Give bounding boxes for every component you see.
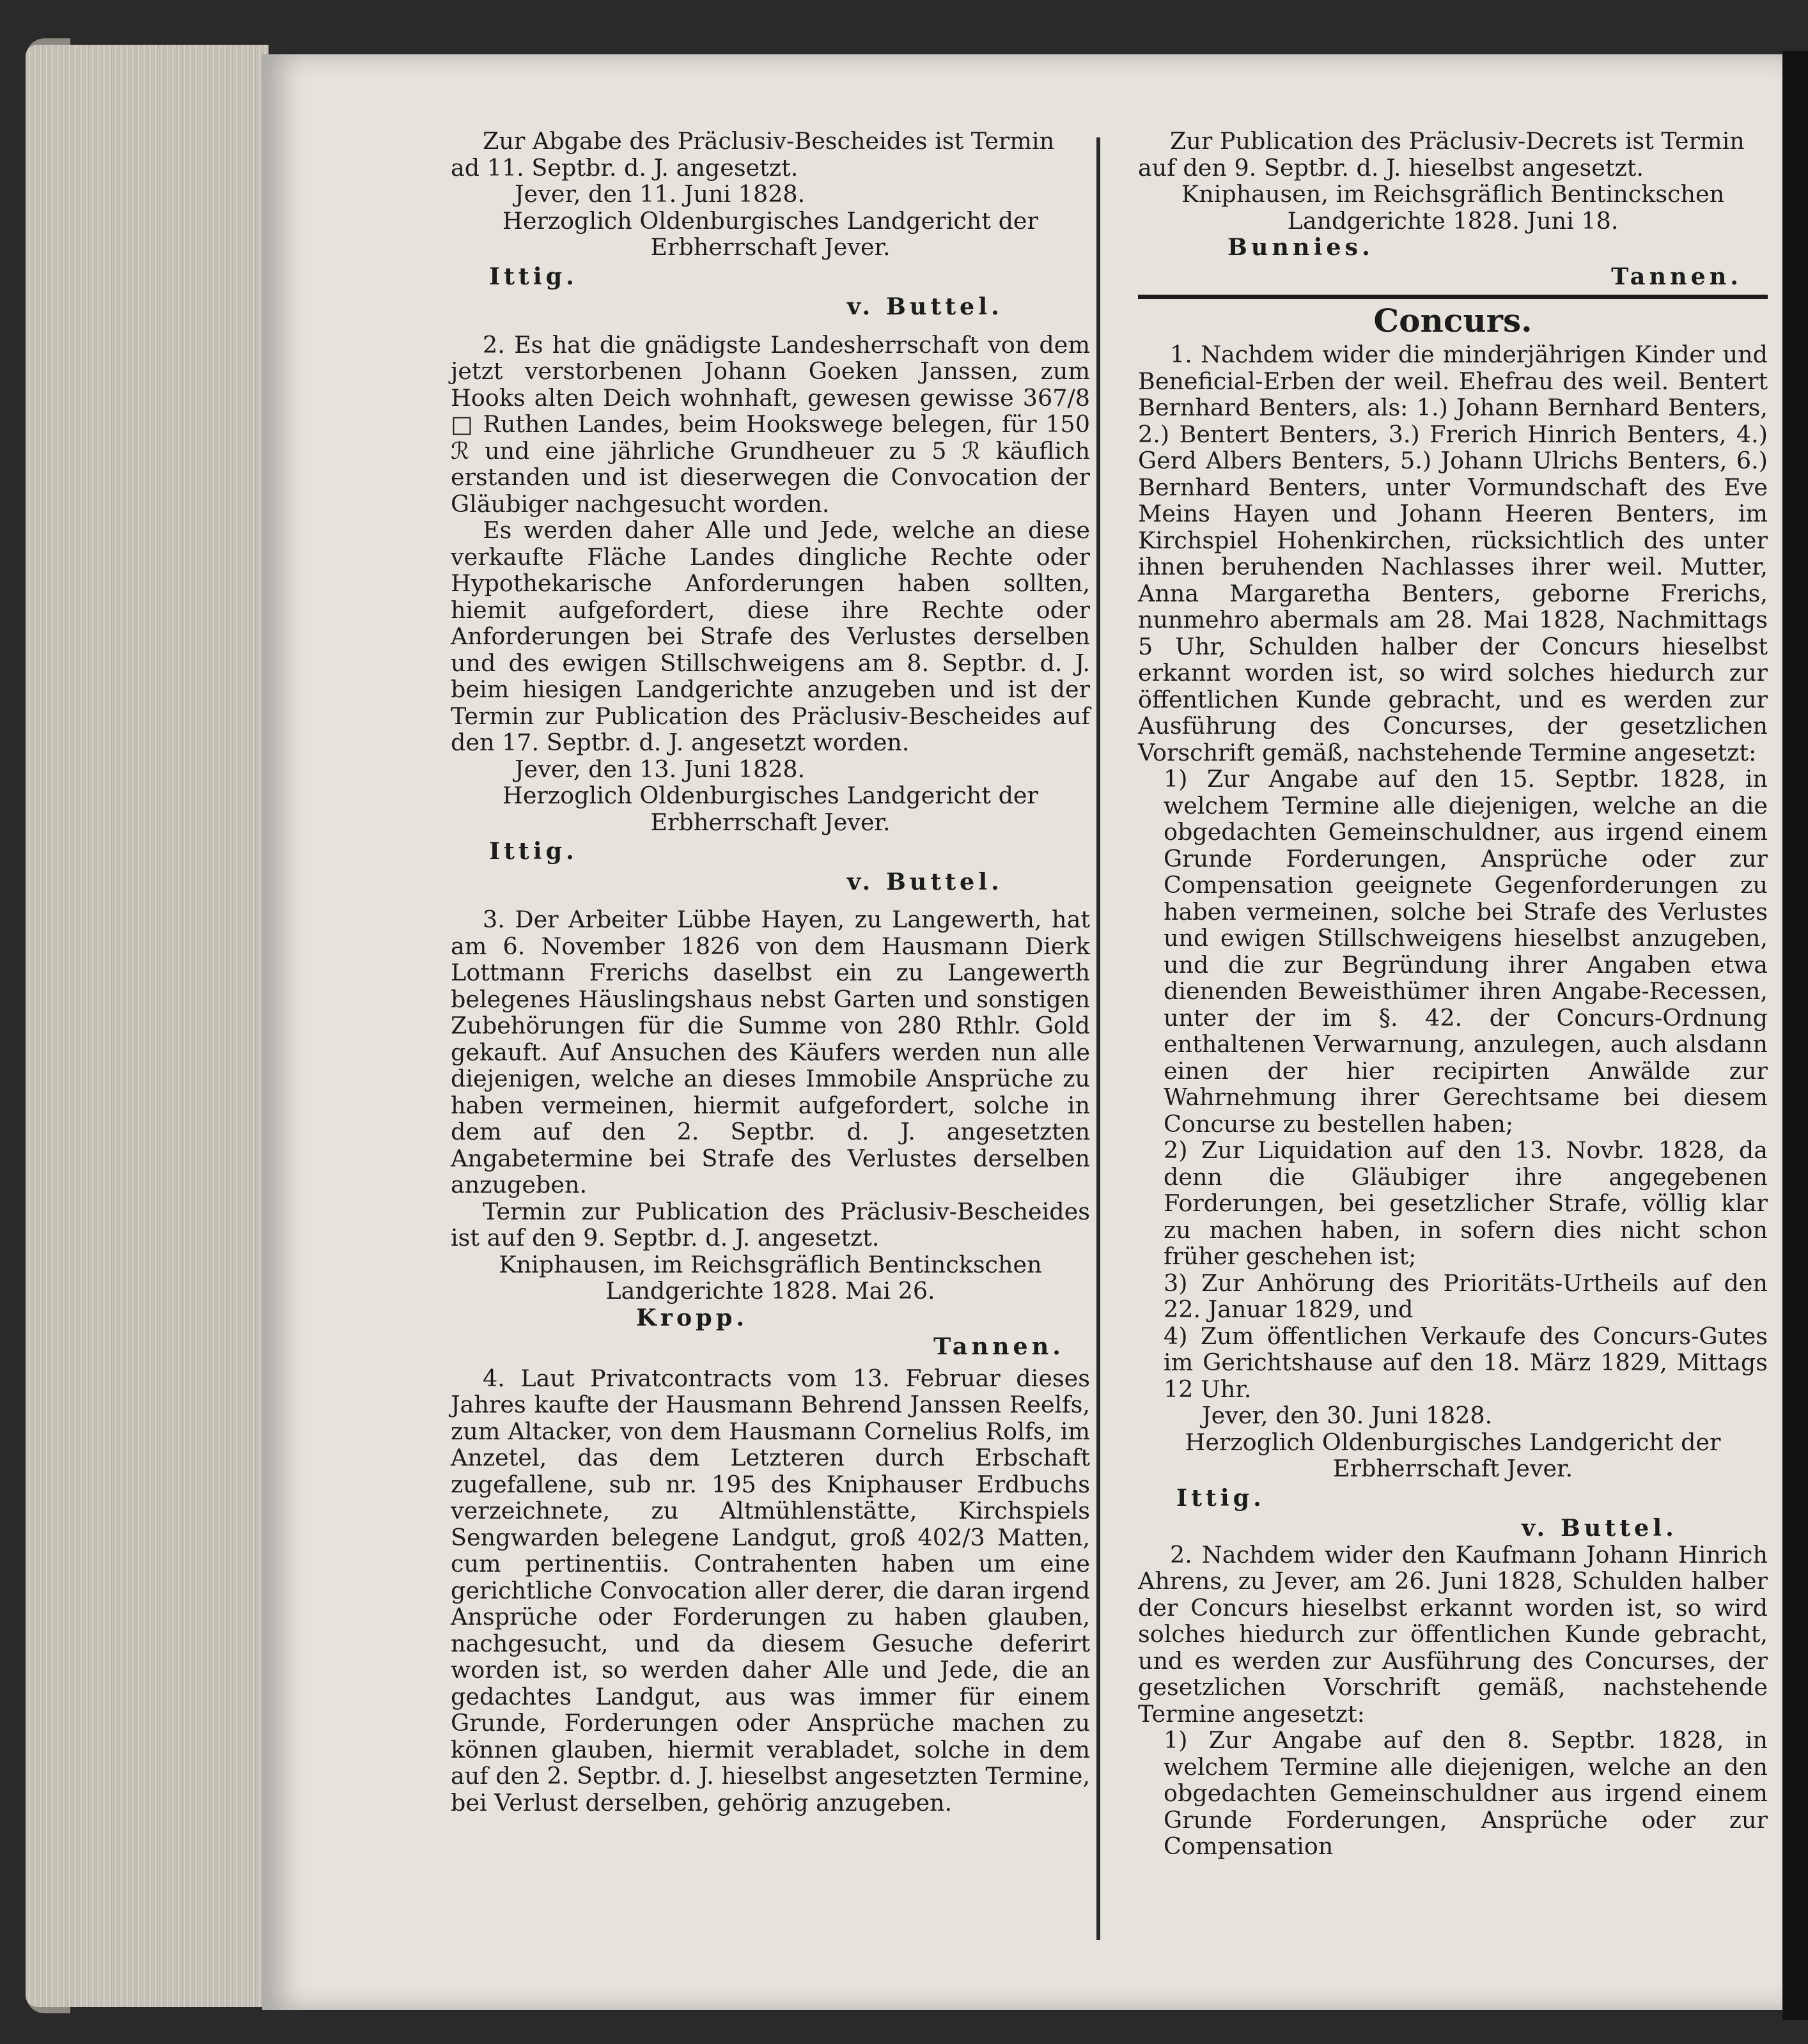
signature-tannen: Tannen. <box>1611 262 1742 290</box>
signature-row <box>451 263 1090 290</box>
left-intro-text: Zur Abgabe des Präclusiv-Bescheides ist Termin ad 11. Septbr. d. J. angesetzt. <box>451 127 1055 182</box>
court-name: Herzoglich Oldenburgisches Landgericht der Erbherrschaft Jever. <box>503 782 1038 836</box>
section-rule <box>1138 295 1768 299</box>
concurs-1-text: 1. Nachdem wider die minderjährigen Kinder und Beneficial-Erben der weil. Ehefrau des weil. Bentert Bernhard Benters, als: 1.) Johann Bernhard Benters, 2.) Bentert Benters, 3.) Frerich Hinrich Benters, 4.) Gerd Albers Benters, 5.) Johann Ulrichs Benters, 6.) Bernhard Benters, unter Vormundschaft des Eve Meins Hayen und Johann Heeren Benters, im Kirchspiel Hohenkirchen, rücksichtlich des unter ihnen beruhenden Nachlasses ihrer weil. Mutter, Anna Margaretha Benters, geborne Frerichs, nunmehro abermals am 28. Mai 1828, Nachmittags 5 Uhr, Schulden halber der Concurs hieselbst erkannt worden ist, so wird solches hiedurch zur öffentlichen Kunde gebracht, und es werden zur Ausführung des Concurses, der gesetzlichen Vorschrift gemäß, nachstehende Termine angesetzt: <box>1138 341 1768 766</box>
kniphausen-court: Kniphausen, im Reichsgräflich Bentinckschen Landgerichte 1828. Juni 18. <box>1181 180 1725 235</box>
entry-3-text: 3. Der Arbeiter Lübbe Hayen, zu Langewerth, hat am 6. November 1826 von dem Hausmann Dierk Lottmann Frerichs daselbst ein zu Langewerth belegenes Häuslingshaus nebst Garten und sonstigen Zubehörungen für die Summe von 280 Rthlr. Gold gekauft. Auf Ansuchen des Käufers werden nun alle diejenigen, welche an dieses Immobile Ansprüche zu haben vermeinen, hiermit aufgefordert, solche in dem auf den 2. Septbr. d. J. angesetzten Angabetermine bei Strafe des Verlustes derselben anzugeben. <box>451 906 1090 1198</box>
entry-3 <box>451 906 1090 1251</box>
book-page-edges <box>26 45 269 2007</box>
place-date: Jever, den 11. Juni 1828. <box>515 180 806 208</box>
entry-2-text: 2. Es hat die gnädigste Landesherrschaft von dem jetzt verstorbenen Johann Goeken Janssen, zum Hooks alten Deich wohnhaft, gewesen gewisse 367/8 □ Ruthen Landes, beim Hookswege belegen, für 150 ℛ und eine jährliche Grundheuer zu 5 ℛ käuflich erstanden und ist dieserwegen die Convocation der Gläubiger nachgesucht worden. <box>451 330 1090 518</box>
concurs-1-item: 3) Zur Anhörung des Prioritäts-Urtheils auf den 22. Januar 1829, und <box>1164 1269 1768 1323</box>
signature-buttel: v. Buttel. <box>847 867 1003 895</box>
signature-tannen: Tannen. <box>933 1333 1064 1360</box>
signature-ittig: Ittig. <box>489 262 578 290</box>
entry-4-text: 4. Laut Privatcontracts vom 13. Februar dieses Jahres kaufte der Hausmann Behrend Janssen Reelfs, zum Altacker, von dem Hausmann Cornelius Rolfs, im Anzetel, das dem Letzteren durch Erbschaft zugefallene, sub nr. 195 des Kniphauser Erdbuchs verzeichnete, zu Altmühlenstätte, Kirchspiels Sengwarden belegene Landgut, groß 402/3 Matten, cum pertinentiis. Contrahenten haben um eine gerichtliche Convocation aller derer, die daran irgend Ansprüche oder Forderungen zu haben glauben, nachgesucht, und da diesem Gesuche deferirt worden ist, so werden daher Alle und Jede, die an gedachtes Landgut, aus was immer für einem Grunde, Forderungen oder Ansprüche machen zu können glauben, hiermit verabladet, solche in dem auf den 2. Septbr. d. J. hieselbst angesetzten Termine, bei Verlust derselben, gehörig anzugeben. <box>451 1364 1090 1816</box>
left-column <box>451 128 1090 1816</box>
concurs-1-item: 2) Zur Liquidation auf den 13. Novbr. 1828, da denn die Gläubiger ihre angegebenen Forderungen, bei gesetzlicher Strafe, völlig klar zu machen haben, in sofern dies nicht schon früher geschehen ist; <box>1164 1136 1768 1270</box>
signature-bunnies: Bunnies. <box>1227 233 1374 261</box>
place-date: Jever, den 13. Juni 1828. <box>515 755 806 783</box>
newspaper-page <box>262 54 1784 2010</box>
entry-3-text-b: Termin zur Publication des Präclusiv-Bescheides ist auf den 9. Septbr. d. J. angesetzt. <box>451 1197 1090 1251</box>
right-intro-text: Zur Publication des Präclusiv-Decrets ist Termin auf den 9. Septbr. d. J. hieselbst angesetzt. <box>1138 127 1745 182</box>
entry-2 <box>451 332 1090 756</box>
right-column <box>1138 128 1768 1860</box>
signature-kropp: Kropp. <box>636 1303 749 1331</box>
signature-ittig: Ittig. <box>1176 1483 1265 1512</box>
signature-row <box>1138 1485 1768 1512</box>
signature-ittig: Ittig. <box>489 837 578 865</box>
concurs-1-item: 1) Zur Angabe auf den 15. Septbr. 1828, in welchem Termine alle diejenigen, welche an die obgedachten Gemeinschuldner, aus irgend einem Grunde Forderungen, Ansprüche oder zur Compensation geeignete Gegenforderungen zu haben vermeinen, solche bei Strafe des Verlustes und ewigen Stillschweigens hieselbst anzugeben, und die zur Begründung ihrer Angaben etwa dienenden Beweisthümer ihren Angabe-Recessen, unter der im §. 42. der Concurs-Ordnung enthaltenen Verwarnung, anzulegen, auch alsdann einen der hier recipirten Anwälde zur Wahrnehmung ihrer Gerechtsame bei diesem Concurse zu bestellen haben; <box>1164 765 1768 1138</box>
concurs-1-item: 4) Zum öffentlichen Verkaufe des Concurs-Gutes im Gerichtshause auf den 18. März 1829, Mittags 12 Uhr. <box>1164 1322 1768 1403</box>
court-name: Herzoglich Oldenburgisches Landgericht der Erbherrschaft Jever. <box>503 206 1038 261</box>
kniphausen-court: Kniphausen, im Reichsgräflich Bentinckschen Landgerichte 1828. Mai 26. <box>499 1250 1042 1305</box>
section-title-concurs: Concurs. <box>1373 302 1532 339</box>
place-date: Jever, den 30. Juni 1828. <box>1202 1402 1493 1429</box>
court-name: Herzoglich Oldenburgisches Landgericht der Erbherrschaft Jever. <box>1185 1428 1721 1482</box>
column-divider <box>1096 137 1100 1940</box>
concurs-2-item: 1) Zur Angabe auf den 8. Septbr. 1828, in welchem Termine alle diejenigen, welche an den obgedachten Gemeinschuldner aus irgend einem Grunde Forderungen, Ansprüche oder zur Compensation <box>1164 1726 1768 1860</box>
signature-buttel: v. Buttel. <box>847 293 1003 320</box>
signature-row <box>451 838 1090 865</box>
concurs-1 <box>1138 341 1768 1402</box>
concurs-2 <box>1138 1542 1768 1860</box>
concurs-2-text: 2. Nachdem wider den Kaufmann Johann Hinrich Ahrens, zu Jever, am 26. Juni 1828, Schulden halber der Concurs hieselbst erkannt worden ist, so wird solches hiedurch zur öffentlichen Kunde gebracht, und es werden zur Ausführung des Concurses, der gesetzlichen Vorschrift gemäß, nachstehende Termine angesetzt: <box>1138 1540 1768 1728</box>
signature-buttel: v. Buttel. <box>1522 1514 1678 1542</box>
entry-2-text-b: Es werden daher Alle und Jede, welche an diese verkaufte Fläche Landes dingliche Rechte oder Hypothekarische Anforderungen haben sollten, hiemit aufgefordert, diese ihre Rechte oder Anforderungen bei Strafe des Verlustes derselben und des ewigen Stillschweigens am 8. Septbr. d. J. beim hiesigen Landgerichte anzugeben und ist der Termin zur Publication des Präclusiv-Bescheides auf den 17. Septbr. d. J. angesetzt worden. <box>451 516 1090 756</box>
entry-4 <box>451 1365 1090 1816</box>
right-page-edge <box>1782 51 1808 2020</box>
